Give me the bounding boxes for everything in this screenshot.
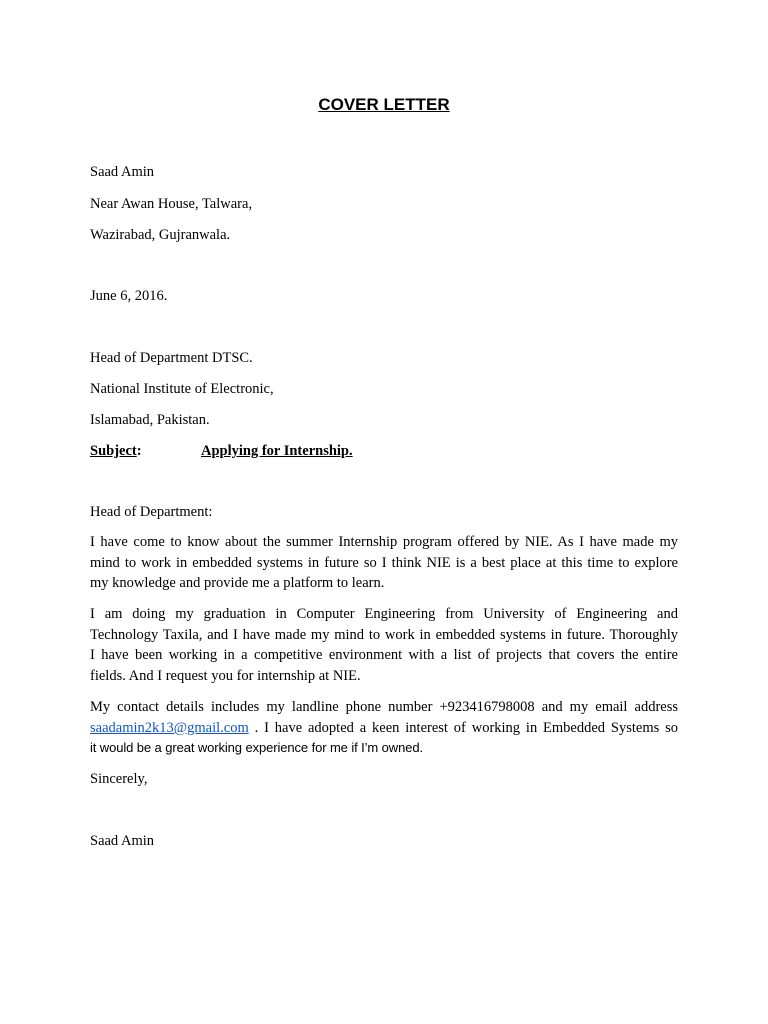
paragraph-line: fields. And I request you for internship at NIE.	[90, 668, 361, 685]
recipient-line2: National Institute of Electronic,	[90, 381, 274, 397]
paragraph-intro	[90, 532, 678, 594]
page-title: COVER LETTER	[318, 95, 450, 114]
closing: Sincerely,	[90, 771, 148, 787]
paragraph-contact	[90, 697, 678, 759]
sender-address-line2: Wazirabad, Gujranwala.	[90, 227, 231, 243]
sender-address-line1: Near Awan House, Talwara,	[90, 196, 253, 212]
letter-date: June 6, 2016.	[90, 288, 168, 304]
paragraph-line-rest: . I have adopted a keen interest of working in Embedded Systems so	[248, 719, 678, 736]
paragraph-line: I have been working in a competitive environment with a list of projects that covers the entire	[90, 647, 678, 664]
paragraph-line: Technology Taxila, and I have made my mind to work in embedded systems in future. Thoroughly	[90, 626, 678, 643]
paragraph-line: my knowledge and provide me a platform to learn.	[90, 575, 385, 592]
salutation: Head of Department:	[90, 504, 213, 520]
paragraph-line: I have come to know about the summer Internship program offered by NIE. As I have made my	[90, 534, 678, 550]
email-link[interactable]: saadamin2k13@gmail.com	[90, 719, 249, 736]
paragraph-line: My contact details includes my landline phone number +923416798008 and my email address	[90, 699, 678, 715]
paragraph-line: it would be a great working experience for me if I’m owned.	[90, 740, 423, 756]
signature-name: Saad Amin	[90, 833, 155, 849]
paragraph-education	[90, 604, 678, 687]
paragraph-line	[90, 718, 678, 739]
recipient-line1: Head of Department DTSC.	[90, 350, 253, 366]
sender-name: Saad Amin	[90, 164, 155, 180]
paragraph-line: mind to work in embedded systems in future so I think NIE is a best place at this time to explore	[90, 554, 678, 571]
recipient-line3: Islamabad, Pakistan.	[90, 412, 210, 428]
paragraph-line: I am doing my graduation in Computer Engineering from University of Engineering and	[90, 606, 678, 622]
subject-label: Subject:	[90, 443, 142, 459]
subject-value: Applying for Internship.	[201, 443, 353, 459]
